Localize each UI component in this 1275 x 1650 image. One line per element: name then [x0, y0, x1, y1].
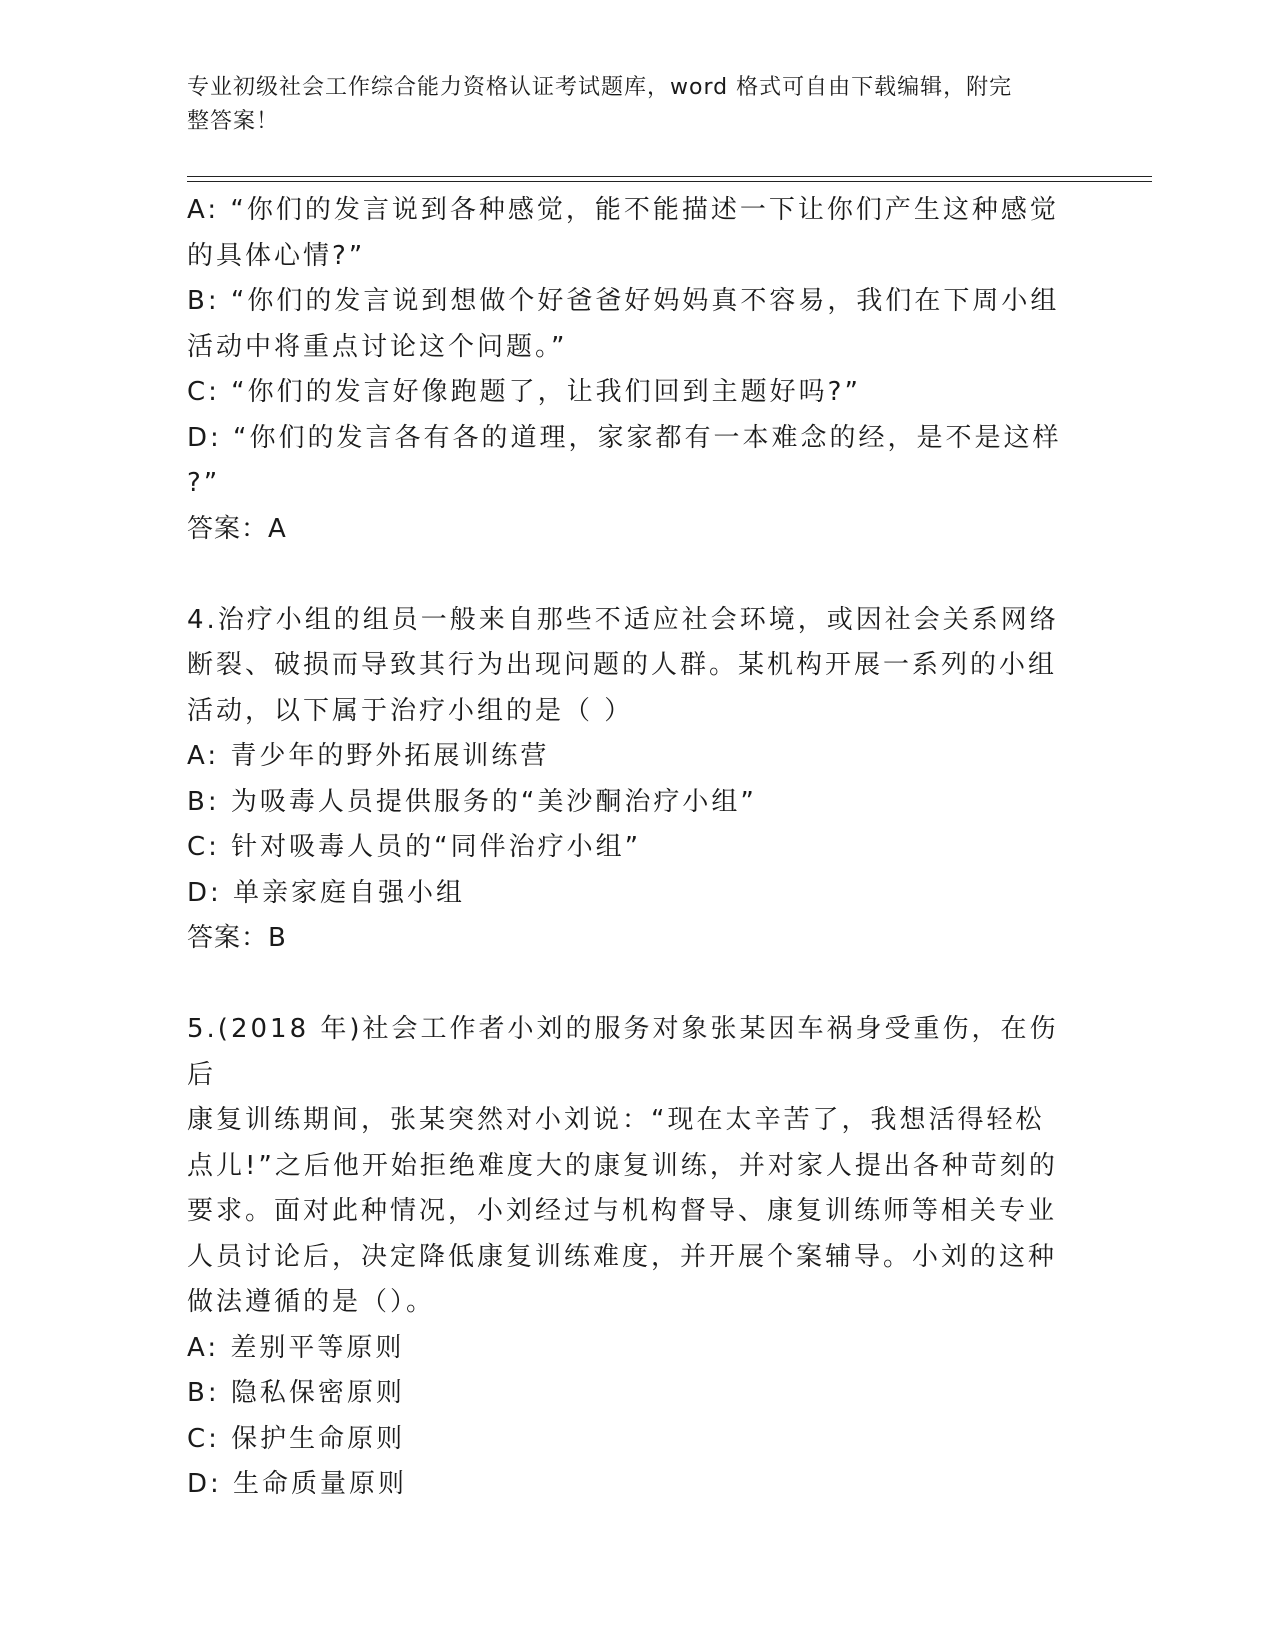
option-a-continued: 的具体心情?” — [187, 240, 366, 271]
question-stem: 要求。面对此种情况，小刘经过与机构督导、康复训练师等相关专业 — [187, 1196, 1058, 1226]
question-4 — [187, 598, 1087, 962]
document-header — [187, 71, 1067, 139]
header-line: 专业初级社会工作综合能力资格认证考试题库，word 格式可自由下载编辑，附完 — [187, 75, 1013, 100]
spacer — [187, 962, 1087, 1008]
question-stem: 康复训练期间，张某突然对小刘说：“现在太辛苦了，我想活得轻松 — [187, 1105, 1045, 1135]
option-d-continued: ?” — [187, 468, 221, 498]
option-a: A: “你们的发言说到各种感觉，能不能描述一下让你们产生这种感觉 — [187, 195, 1059, 225]
option-d: D: 单亲家庭自强小组 — [187, 877, 466, 908]
option-c: C: 保护生命原则 — [187, 1423, 406, 1454]
question-stem: 断裂、破损而导致其行为出现问题的人群。某机构开展一系列的小组 — [187, 650, 1058, 680]
option-c: C: “你们的发言好像跑题了，让我们回到主题好吗?” — [187, 377, 861, 407]
question-stem: 做法遵循的是（）。 — [187, 1287, 436, 1317]
option-b: B: 为吸毒人员提供服务的“美沙酮治疗小组” — [187, 786, 757, 817]
option-a: A: 青少年的野外拓展训练营 — [187, 741, 550, 771]
option-b: B: “你们的发言说到想做个好爸爸好妈妈真不容易，我们在下周小组 — [187, 286, 1060, 316]
header-divider — [187, 176, 1152, 177]
answer-label: 答案：B — [187, 923, 287, 953]
option-b-continued: 活动中将重点讨论这个问题。” — [187, 331, 568, 362]
question-stem: 人员讨论后，决定降低康复训练难度，并开展个案辅导。小刘的这种 — [187, 1241, 1058, 1272]
question-5 — [187, 1007, 1087, 1508]
option-d: D: “你们的发言各有各的道理，家家都有一本难念的经，是不是这样 — [187, 422, 1062, 453]
option-d: D: 生命质量原则 — [187, 1469, 408, 1499]
spacer — [187, 552, 1087, 598]
option-a: A: 差别平等原则 — [187, 1332, 405, 1363]
header-divider — [187, 181, 1152, 182]
question-stem: 4.治疗小组的组员一般来自那些不适应社会环境，或因社会关系网络 — [187, 604, 1059, 635]
question-3-options — [187, 188, 1087, 552]
document-body — [187, 188, 1087, 1508]
question-stem: 活动，以下属于治疗小组的是（ ） — [187, 695, 634, 726]
header-line: 整答案！ — [187, 109, 280, 134]
question-stem: 5.(2018 年)社会工作者小刘的服务对象张某因车祸身受重伤，在伤后 — [187, 1014, 1059, 1090]
answer-label: 答案：A — [187, 513, 287, 544]
option-b: B: 隐私保密原则 — [187, 1378, 405, 1408]
option-c: C: 针对吸毒人员的“同伴治疗小组” — [187, 832, 642, 862]
question-stem: 点儿!”之后他开始拒绝难度大的康复训练，并对家人提出各种苛刻的 — [187, 1150, 1058, 1181]
